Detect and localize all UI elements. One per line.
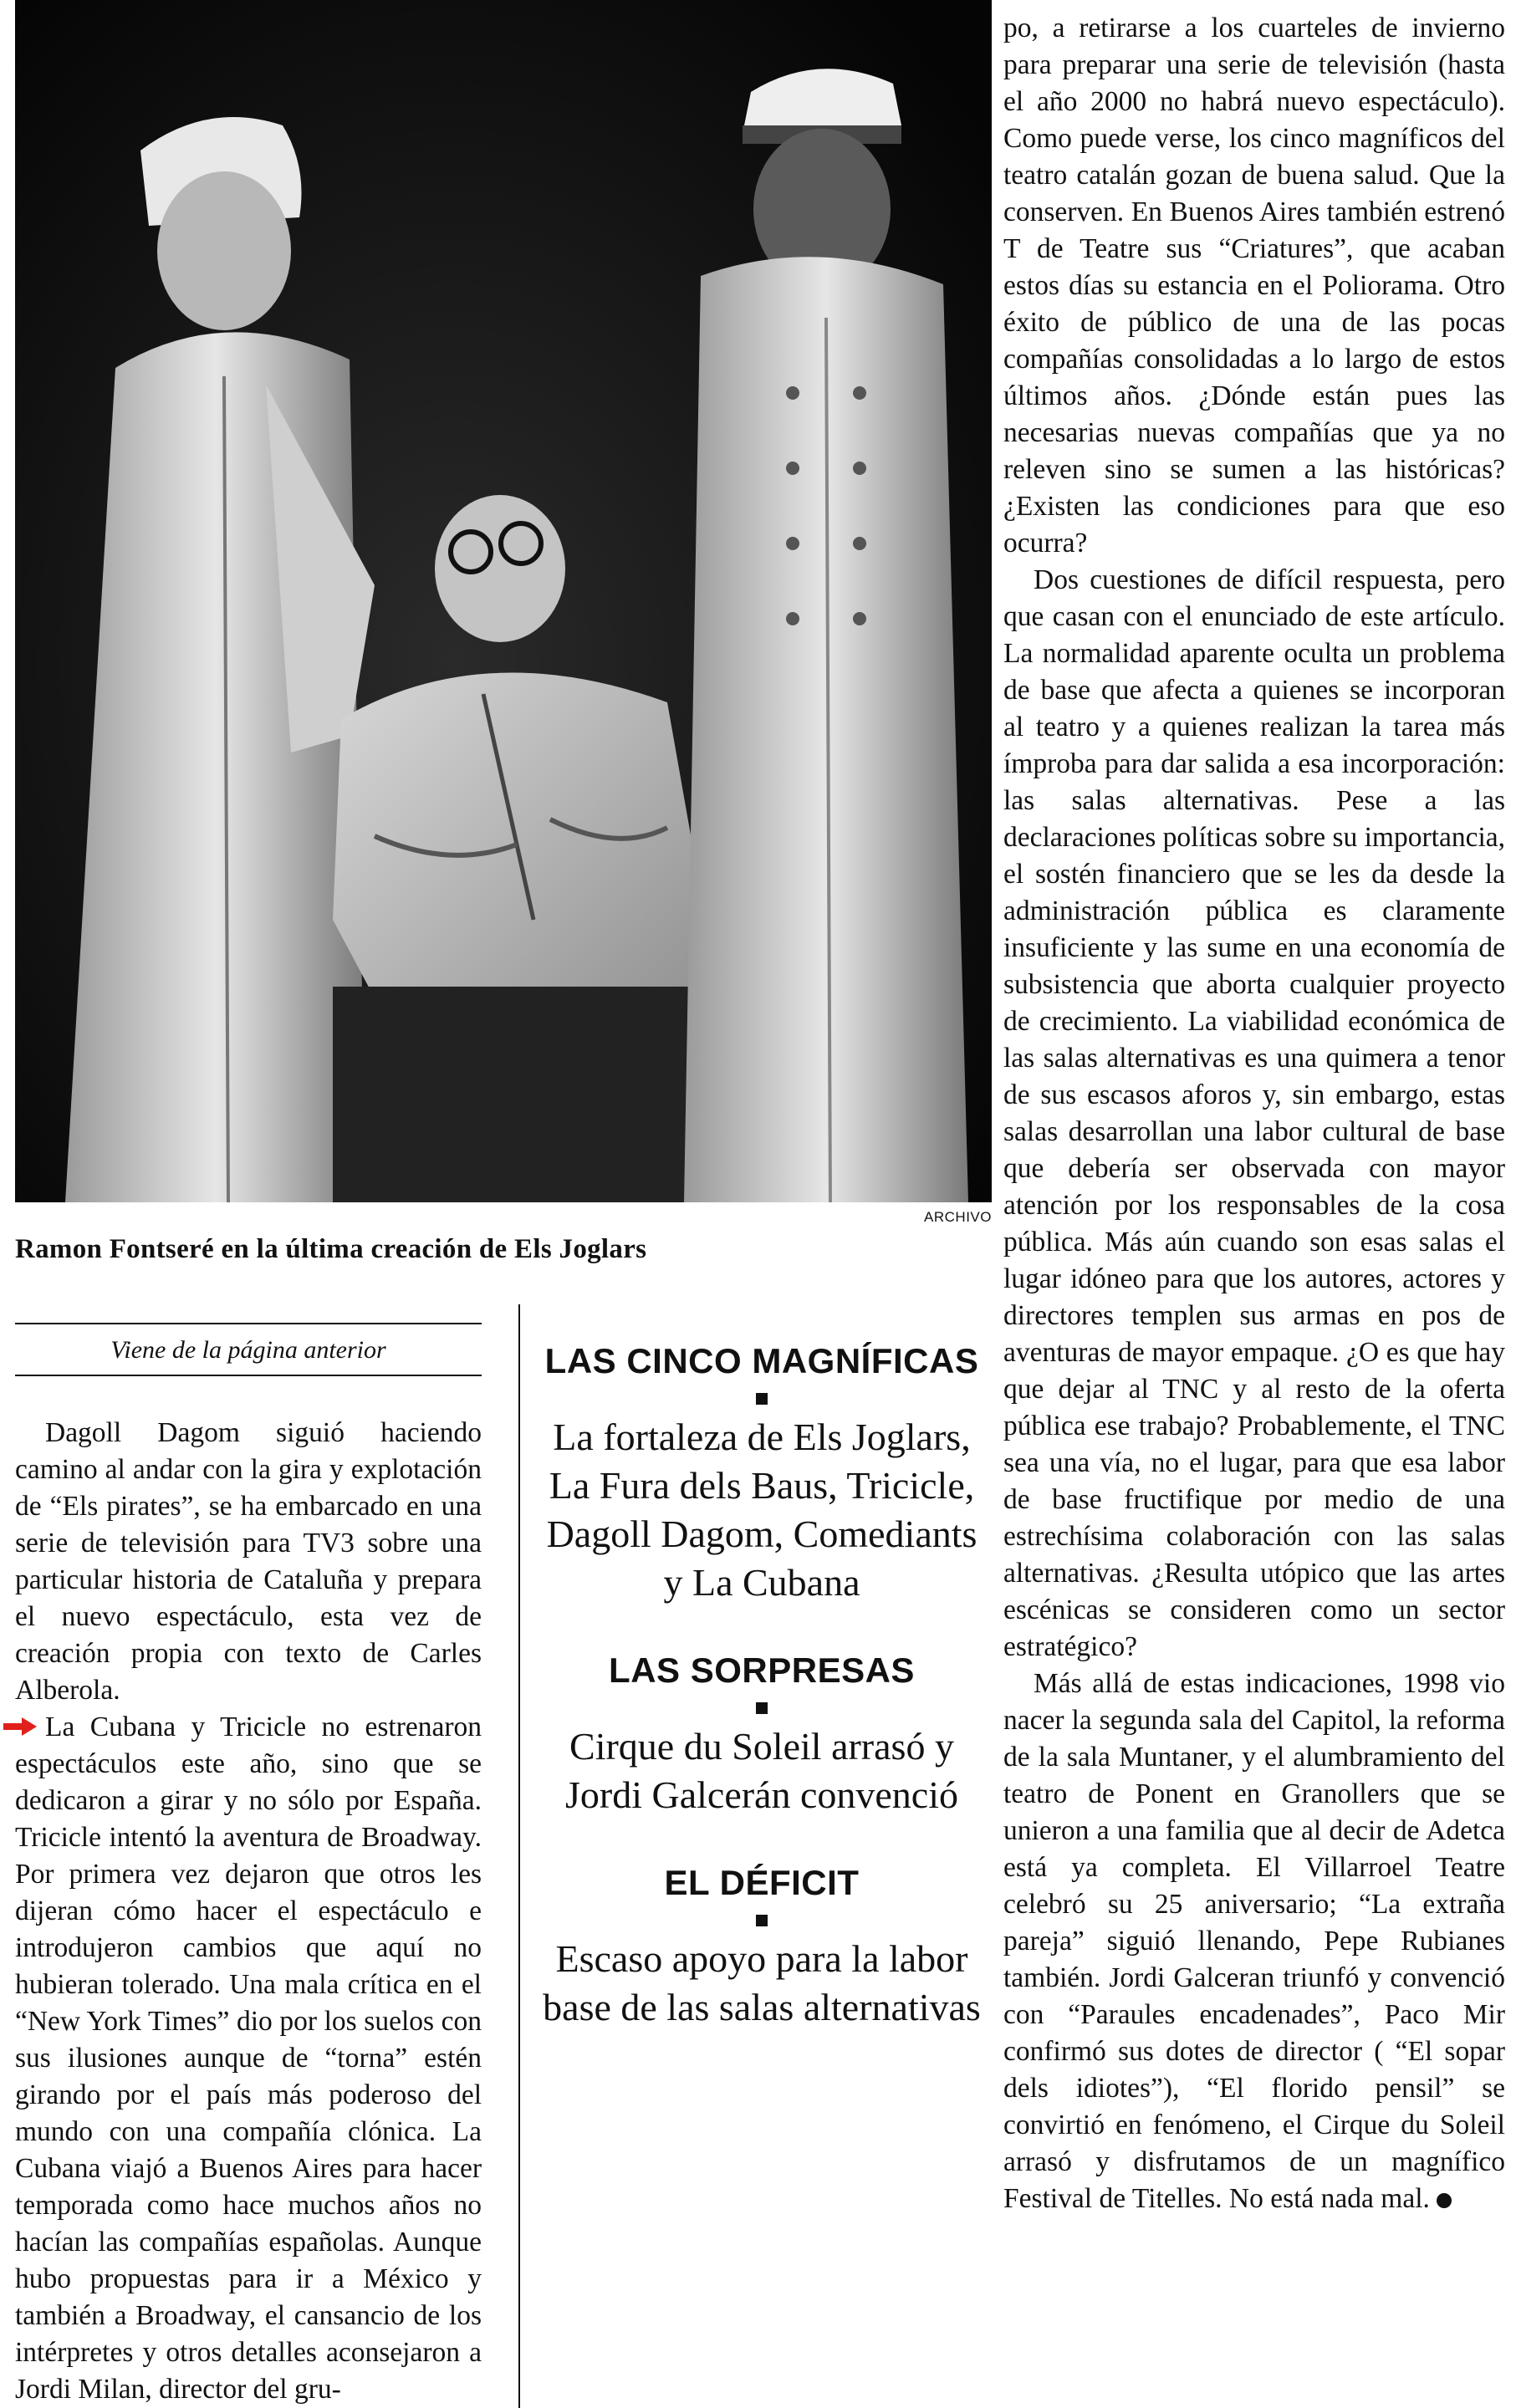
- article-photo: [15, 0, 992, 1202]
- highlights-sidebar: [518, 1304, 985, 2408]
- photo-credit: ARCHIVO: [924, 1209, 992, 1225]
- sidebar-summary: Cirque du Soleil arrasó y Jordi Galcerán convenció: [564, 1725, 959, 1816]
- end-of-article-bullet-icon: [1437, 2193, 1452, 2208]
- paragraph: La Cubana y Tricicle no estrenaron espectáculos este año, sino que se dedicaron a girar y no sólo por España. Tricicle intentó la aventura de Broadway. Por primera vez dejaron que otros les dijeran cómo hacer el espectáculo e introdujeron cambios que aquí no hubieran tolerado. Una mala crítica en el “New York Times” dio por los suelos con sus ilusiones aunque de “torna” estén girando por el país más poderoso del mundo con una compañía clónica. La Cubana viajó a Buenos Aires para hacer temporada como hace muchos años no hacían las compañías españolas. Aunque hubo propuestas para ir a México y también a Broadway, el cansancio de los intérpretes y otros detalles aconsejaron a Jordi Milan, director del gru-: [15, 1712, 482, 2405]
- sidebar-section-deficit: [542, 1860, 982, 2032]
- left-column: [15, 1323, 482, 2408]
- paragraph: Dagoll Dagom siguió haciendo camino al andar con la gira y explotación de “Els pirates”, se ha embarcado en una serie de televisión para TV3 sobre una particular historia de Cataluña y prepara el nuevo espectáculo, esta vez de creación propia con texto de Carles Alberola.: [15, 1417, 482, 1706]
- paragraph: [1003, 1666, 1505, 2217]
- right-column: [1003, 10, 1505, 2217]
- sidebar-heading: EL DÉFICIT: [664, 1863, 860, 1902]
- photo-caption: Ramon Fontseré en la última creación de Els Joglars: [15, 1234, 647, 1264]
- sidebar-heading: LAS CINCO MAGNÍFICAS: [544, 1341, 979, 1380]
- sidebar-heading: LAS SORPRESAS: [609, 1650, 915, 1690]
- sidebar-summary: La fortaleza de Els Joglars, La Fura dels Baus, Tricicle, Dagoll Dagom, Comediants y La Cubana: [546, 1416, 977, 1604]
- marked-paragraph-wrapper: [15, 1709, 482, 2408]
- paragraph: po, a retirarse a los cuarteles de invierno para preparar una serie de televisión (hasta el año 2000 no habrá nuevo espectáculo). Como puede verse, los cinco magníficos del teatro catalán gozan de buena salud. Que la conserven. En Buenos Aires también estrenó T de Teatre sus “Criatures”, que acaban estos días su estancia en el Poliorama. Otro éxito de público de una de las pocas compañías consolidadas a lo largo de estos últimos años. ¿Dónde están pues las necesarias nuevas compañías que ya no releven sino se sumen a las históricas? ¿Existen las condiciones para que eso ocurra?: [1003, 13, 1505, 559]
- sidebar-section-sorpresas: [542, 1647, 982, 1819]
- continued-from-previous-page: Viene de la página anterior: [15, 1323, 482, 1376]
- sidebar-section-cinco-magnificas: [542, 1338, 982, 1607]
- red-arrow-icon: [3, 1717, 37, 1736]
- square-bullet-icon: [756, 1393, 768, 1405]
- left-column-text: [15, 1415, 482, 2408]
- square-bullet-icon: [756, 1702, 768, 1714]
- paragraph-text: Más allá de estas indicaciones, 1998 vio nacer la segunda sala del Capitol, la reforma de la sala Muntaner, y el alumbramiento del teatro de Ponent en Granollers que se unieron a una familia que al decir de Adetca está ya completa. El Villarroel Teatre celebró su 25 aniversario; “La extraña pareja” siguió llenando, Pepe Rubianes también. Jordi Galceran triunfó y convenció con “Paraules encadenades”, Paco Mir confirmó sus dotes de director ( “El sopar dels idiotes”), “El florido pensil” se convirtió en fenómeno, el Cirque du Soleil arrasó y disfrutamos de un magnífico Festival de Titelles. No está nada mal.: [1003, 1668, 1505, 2214]
- paragraph: Dos cuestiones de difícil respuesta, pero que casan con el enunciado de este artículo. La normalidad aparente oculta un problema de base que afecta a quienes se incorporan al teatro y a quienes realizan la tarea más ímproba para dar salida a esa incorporación: las salas alternativas. Pese a las declaraciones políticas sobre su importancia, el sostén financiero que se les da desde la administración pública es claramente insuficiente y las sume en una economía de subsistencia que aborta cualquier proyecto de crecimiento. La viabilidad económica de las salas alternativas es una quimera a tenor de sus escasos aforos y, sin embargo, estas salas desarrollan una labor cultural de base que debería ser observada con mayor atención por los responsables de la cosa pública. Más aún cuando son esas salas el lugar idóneo para que los autores, actores y directores templen sus armas en pos de aventuras de mayor empaque. ¿O es que hay que dejar al TNC y al resto de la oferta pública ese trabajo? Probablemente, el TNC sea una vía, no el lugar, para que esa labor de base fructifique por medio de una estrechísima colaboración con las salas alternativas. ¿Resulta utópico que las artes escénicas se consideren como un sector estratégico?: [1003, 564, 1505, 1662]
- sidebar-summary: Escaso apoyo para la labor base de las salas alternativas: [543, 1937, 981, 2028]
- stage-scene-illustration: [15, 0, 992, 1202]
- square-bullet-icon: [756, 1915, 768, 1926]
- right-column-text: [1003, 10, 1505, 2217]
